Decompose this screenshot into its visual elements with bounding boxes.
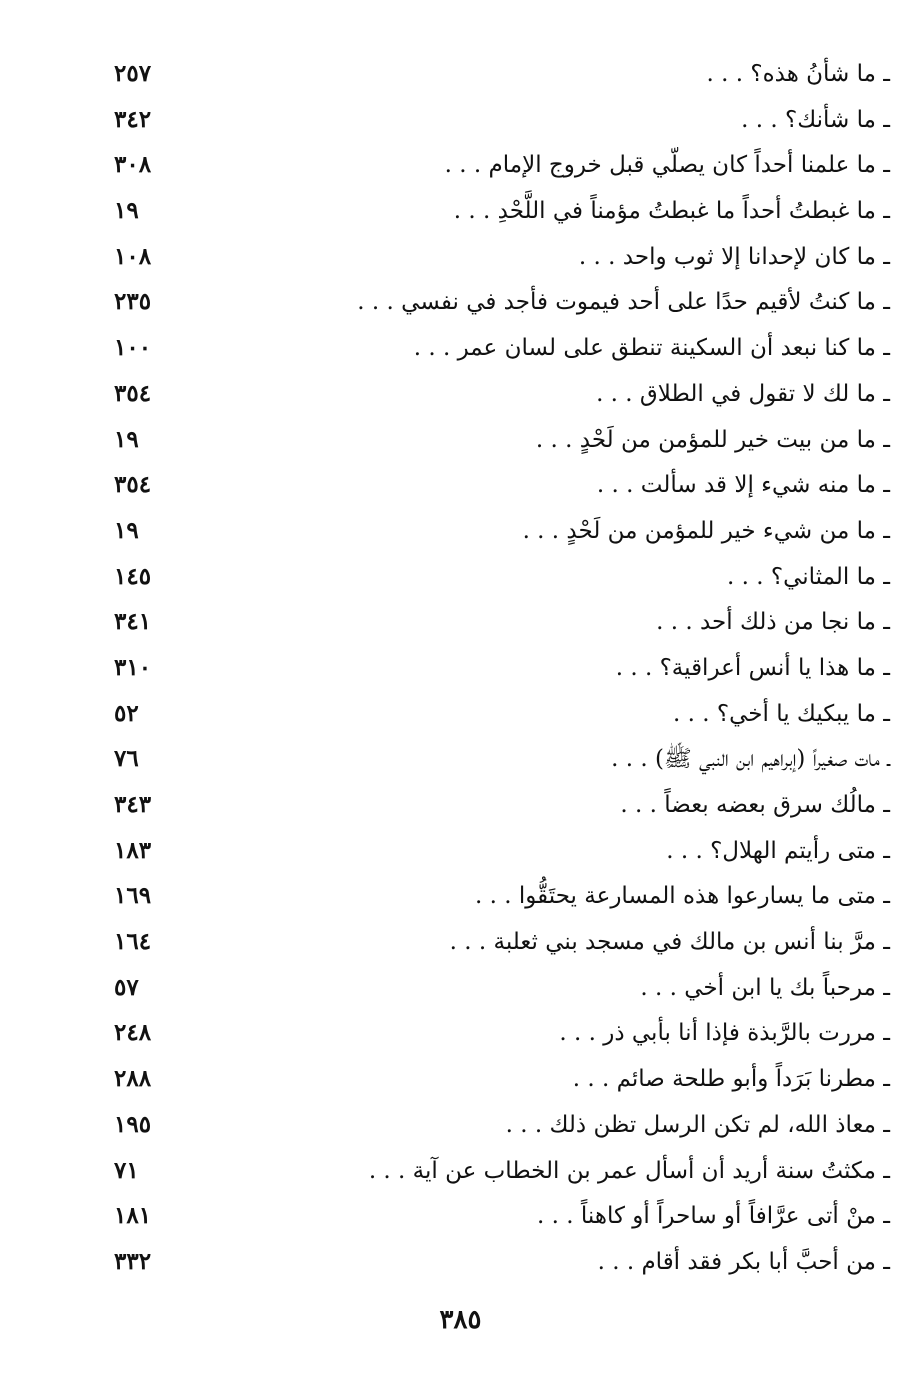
entry-page-number: ١٠٠: [114, 334, 152, 362]
entry-text: ـ ما كنتُ لأقيم حدًا على أحد فيموت فأجد في نفسي . . .: [357, 289, 890, 316]
index-entry: [100, 418, 890, 464]
entry-page-number: ١٨١: [114, 1202, 152, 1230]
entry-page-number: ١٩: [114, 516, 139, 544]
entry-text: ـ ما كان لإحدانا إلا ثوب واحد . . .: [578, 243, 890, 270]
entry-text: ـ ما شأنك؟ . . .: [741, 106, 890, 133]
index-entry: [100, 829, 890, 875]
index-entry: [100, 1011, 890, 1057]
index-entry: [100, 600, 890, 646]
entry-text: ـ ما من بيت خير للمؤمن من لَحْدٍ . . .: [535, 426, 890, 453]
page-number: ٣٨٥: [439, 1305, 482, 1335]
entry-page-number: ٥٢: [114, 699, 139, 727]
entry-page-number: ٣٤٣: [114, 791, 152, 818]
entry-page-number: ٣٥٤: [114, 471, 152, 499]
entry-page-number: ١٠٨: [114, 242, 152, 270]
index-entry: [100, 143, 890, 189]
entry-text: ـ منْ أتى عرَّافاً أو ساحراً أو كاهناً . . .: [537, 1203, 890, 1230]
entry-text: ـ ما غبطتُ أحداً ما غبطتُ مؤمناً في اللَّحْدِ . . .: [453, 198, 890, 225]
entry-page-number: ١٦٤: [114, 928, 152, 956]
entry-text: ـ متى رأيتم الهلال؟ . . .: [666, 837, 890, 864]
index-entry: [100, 1057, 890, 1103]
entry-page-number: ١٩٥: [114, 1110, 152, 1138]
entry-page-number: ١٩: [114, 197, 139, 225]
index-entry: [100, 737, 890, 783]
entry-text: ـ مطرنا بَرَداً وأبو طلحة صائم . . .: [572, 1066, 890, 1093]
index-entry: [100, 783, 890, 829]
entry-page-number: ٢٣٥: [114, 288, 152, 316]
entry-text: ـ ما هذا يا أنس أعراقية؟ . . .: [615, 654, 890, 681]
index-entry: [100, 1240, 890, 1286]
entry-text: ـ ما لك لا تقول في الطلاق . . .: [596, 380, 890, 407]
index-entry: [100, 920, 890, 966]
index-entry: [100, 555, 890, 601]
entry-page-number: ٣٤٢: [114, 105, 152, 133]
entry-page-number: ٣٥٤: [114, 379, 152, 407]
index-entry: [100, 1149, 890, 1195]
index-entry: [100, 52, 890, 98]
entry-page-number: ٧١: [114, 1156, 139, 1184]
entry-text: ـ مرَّ بنا أنس بن مالك في مسجد بني ثعلبة . . .: [449, 929, 890, 956]
entry-page-number: ٢٤٨: [114, 1019, 152, 1047]
index-entry: [100, 463, 890, 509]
entry-page-number: ٣٤١: [114, 608, 152, 636]
index-entry: [100, 189, 890, 235]
entry-text: ـ مررت بالرَّبذة فإذا أنا بأبي ذر . . .: [559, 1020, 890, 1047]
index-entry: [100, 326, 890, 372]
index-entry: [100, 966, 890, 1012]
entry-page-number: ٢٥٧: [114, 60, 152, 87]
entry-text: ـ ما يبكيك يا أخي؟ . . .: [673, 700, 890, 727]
index-entry: [100, 280, 890, 326]
entry-page-number: ٣٣٢: [114, 1247, 152, 1275]
index-entry: [100, 692, 890, 738]
entry-text: ـ من أحبَّ أبا بكر فقد أقام . . .: [597, 1248, 890, 1275]
entry-page-number: ٥٧: [114, 973, 139, 1001]
entry-page-number: ١٦٩: [114, 882, 152, 910]
entry-page-number: ١٤٥: [114, 562, 152, 590]
index-entry: [100, 372, 890, 418]
entry-text: ـ ما المثاني؟ . . .: [727, 563, 890, 590]
index-entry: [100, 1194, 890, 1240]
entry-text: ـ ما منه شيء إلا قد سألت . . .: [596, 472, 890, 499]
index-list: [100, 52, 890, 1286]
entry-text: ـ ما شأنُ هذه؟ . . .: [706, 61, 890, 87]
entry-page-number: ١٩: [114, 425, 139, 453]
entry-page-number: ٢٨٨: [114, 1065, 152, 1093]
entry-text: ـ مات صغيراً (إبراهيم ابن النبي ﷺ) . . .: [611, 746, 890, 773]
entry-page-number: ٧٦: [114, 745, 139, 773]
entry-text: ـ ما علمنا أحداً كان يصلّي قبل خروج الإمام . . .: [444, 152, 890, 179]
entry-text: ـ معاذ الله، لم تكن الرسل تظن ذلك . . .: [505, 1111, 890, 1138]
index-entry: [100, 874, 890, 920]
entry-text: ـ ما نجا من ذلك أحد . . .: [656, 609, 890, 636]
entry-text: ـ ما كنا نبعد أن السكينة تنطق على لسان عمر . . .: [413, 335, 890, 362]
entry-page-number: ١٨٣: [114, 836, 152, 864]
entry-text: ـ متى ما يسارعوا هذه المسارعة يحتَقُّوا . . .: [475, 883, 890, 910]
entry-page-number: ٣١٠: [114, 653, 152, 681]
index-entry: [100, 1103, 890, 1149]
index-entry: [100, 235, 890, 281]
entry-text: ـ مرحباً بك يا ابن أخي . . .: [640, 974, 890, 1001]
entry-text: ـ مالُك سرق بعضه بعضاً . . .: [620, 792, 890, 818]
index-entry: [100, 98, 890, 144]
index-entry: [100, 509, 890, 555]
entry-text: ـ مكثتُ سنة أريد أن أسأل عمر بن الخطاب عن آية . . .: [368, 1157, 890, 1184]
entry-page-number: ٣٠٨: [114, 151, 152, 179]
entry-text: ـ ما من شيء خير للمؤمن من لَحْدٍ . . .: [522, 517, 890, 544]
index-entry: [100, 646, 890, 692]
